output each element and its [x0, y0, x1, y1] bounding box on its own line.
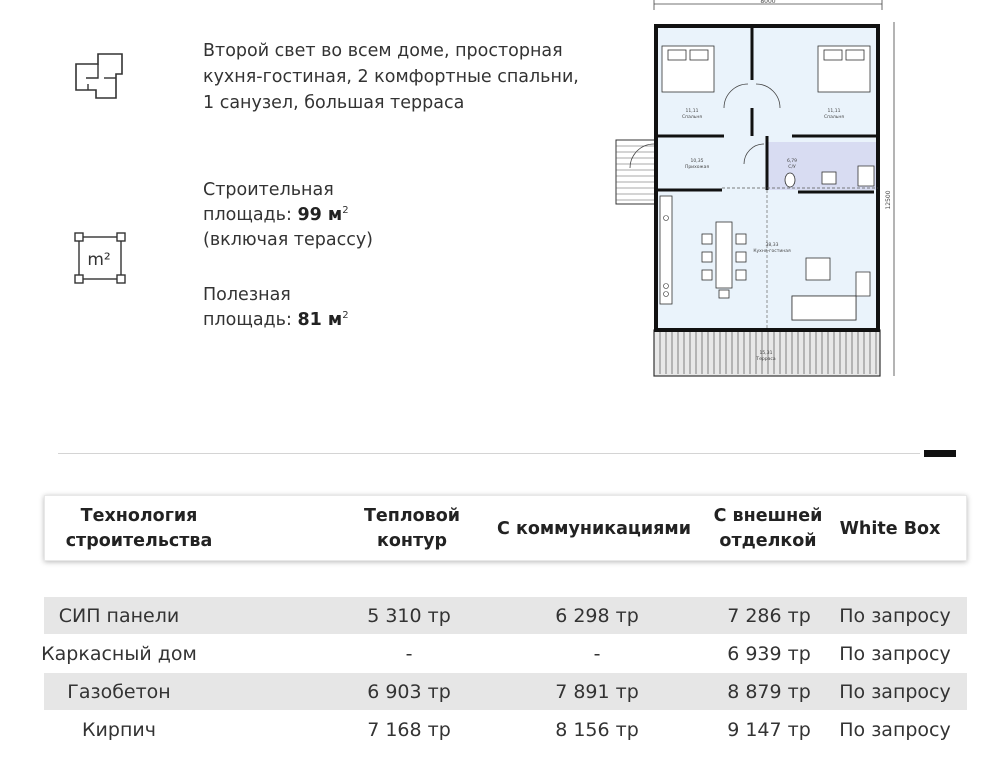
room-area-label: 10,35: [690, 159, 704, 164]
cell-warm-contour-price: 5 310 тр: [367, 604, 451, 627]
cell-white-box-price: По запросу: [839, 718, 951, 741]
room-area-label: 15,31: [759, 351, 773, 356]
room-name-label: Терраса: [756, 357, 776, 362]
area-m2-icon: [72, 230, 128, 286]
room-name-label: Спальня: [681, 115, 703, 120]
room-area-label: 11,11: [685, 109, 699, 114]
cell-white-box-price: По запросу: [839, 604, 951, 627]
useful-area-label: Полезная: [203, 285, 291, 305]
dimension-right: 12500: [885, 190, 892, 210]
floor-plan: [612, 0, 902, 382]
cell-exterior-finish-price: 6 939 тр: [727, 642, 811, 665]
cell-communications-price: -: [593, 642, 601, 665]
room-name-label: С/У: [788, 165, 796, 170]
price-table-header: [44, 495, 967, 561]
description-line: 1 санузел, большая терраса: [203, 93, 465, 113]
cell-exterior-finish-price: 9 147 тр: [727, 718, 811, 741]
room-area-label: 11,11: [827, 109, 841, 114]
description-line: кухня-гостиная, 2 комфортные спальни,: [203, 67, 579, 87]
section-divider: [58, 453, 920, 454]
building-area-value: 99 м: [297, 205, 343, 225]
building-area-note: (включая терассу): [203, 230, 374, 250]
table-row: [44, 597, 967, 634]
unit-superscript: 2: [342, 310, 349, 322]
cell-communications-price: 8 156 тр: [555, 718, 639, 741]
room-name-label: Спальня: [823, 115, 845, 120]
house-description: [203, 38, 633, 116]
cell-warm-contour-price: -: [405, 642, 413, 665]
dimension-top: 8000: [760, 0, 776, 5]
cell-technology: Газобетон: [67, 680, 171, 703]
cell-communications-price: 6 298 тр: [555, 604, 639, 627]
cell-exterior-finish-price: 7 286 тр: [727, 604, 811, 627]
cell-warm-contour-price: 6 903 тр: [367, 680, 451, 703]
cell-communications-price: 7 891 тр: [555, 680, 639, 703]
useful-area-value: 81 м: [297, 310, 343, 330]
description-line: Второй свет во всем доме, просторная: [203, 41, 563, 61]
table-row: [44, 711, 967, 748]
header-communications: С коммуникациями: [497, 518, 691, 539]
unit-superscript: 2: [342, 205, 349, 217]
cell-warm-contour-price: 7 168 тр: [367, 718, 451, 741]
cell-exterior-finish-price: 8 879 тр: [727, 680, 811, 703]
area-icon-label: m²: [87, 250, 111, 270]
building-area-label: площадь:: [203, 205, 292, 225]
room-name-label: Прихожая: [684, 165, 710, 170]
room-area-label: 38,33: [765, 243, 779, 248]
cell-technology: Кирпич: [82, 718, 156, 741]
divider-accent-mark: [924, 450, 956, 457]
header-warm-contour: Тепловой контур: [363, 506, 461, 551]
useful-area-label: площадь:: [203, 310, 292, 330]
room-area-label: 6,79: [786, 159, 798, 164]
floor-plan-icon: [72, 48, 128, 104]
building-area: [203, 178, 503, 253]
room-name-label: Кухня-гостиная: [753, 249, 791, 254]
cell-technology: СИП панели: [58, 604, 180, 627]
header-white-box: White Box: [839, 518, 941, 539]
building-area-label: Строительная: [203, 180, 334, 200]
table-row: [44, 673, 967, 710]
cell-technology: Каркасный дом: [41, 642, 197, 665]
table-row: [41, 635, 967, 672]
cell-white-box-price: По запросу: [839, 642, 951, 665]
cell-white-box-price: По запросу: [839, 680, 951, 703]
header-technology: Технология строительства: [65, 506, 213, 551]
useful-area: [203, 283, 503, 333]
header-exterior-finish: С внешней отделкой: [713, 506, 823, 551]
